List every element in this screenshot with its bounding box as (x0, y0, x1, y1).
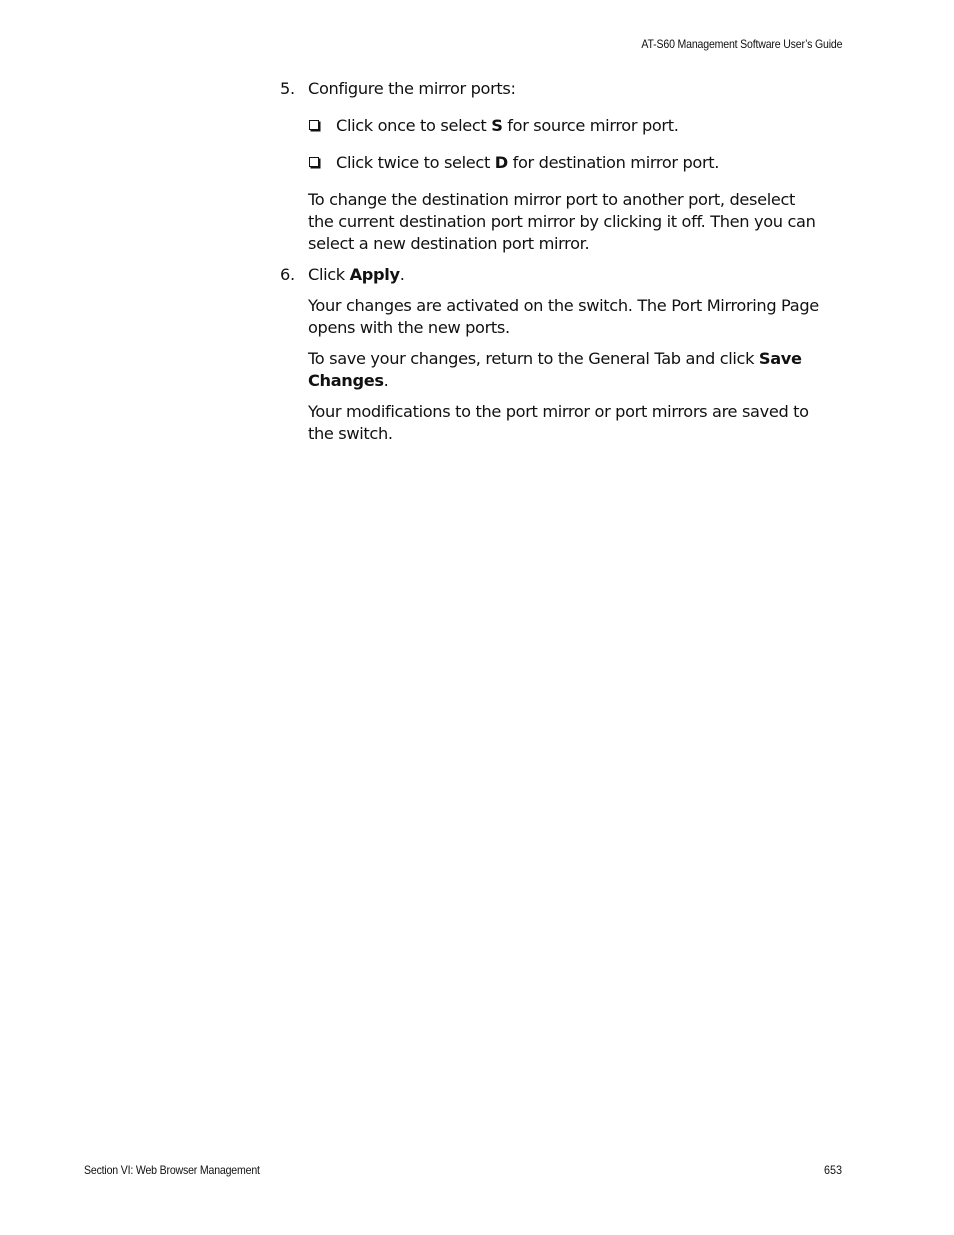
step-text (308, 264, 820, 286)
step-text-suffix: . (399, 265, 405, 284)
save-instruction-suffix: . (383, 371, 389, 390)
save-instruction-prefix: To save your changes, return to the General Tab and click (308, 349, 759, 368)
bullet-item-source (308, 115, 820, 137)
result-paragraph: Your changes are activated on the switch. The Port Mirroring Page opens with the new ports. (308, 296, 819, 337)
footer-section-title: Section VI: Web Browser Management (84, 1163, 260, 1177)
checkbox-icon (309, 157, 319, 167)
step-text: Configure the mirror ports: (308, 79, 516, 98)
step-5 (280, 78, 820, 255)
step-note: To change the destination mirror port to another port, deselect the current destination port mirror by clicking it off. Then you can select a new destination port mirror. (308, 190, 816, 253)
step-text-prefix: Click (308, 265, 350, 284)
bullet-text-suffix: for source mirror port. (502, 116, 679, 135)
bullet-text-bold: D (494, 153, 508, 172)
step-number: 6. (280, 265, 295, 284)
bullet-text-suffix: for destination mirror port. (507, 153, 720, 172)
document-body (280, 78, 820, 454)
save-instruction-bold: Save Changes (308, 349, 802, 390)
step-text-bold: Apply (349, 265, 400, 284)
bullet-text-prefix: Click twice to select (336, 153, 495, 172)
save-result-paragraph: Your modifications to the port mirror or port mirrors are saved to the switch. (308, 402, 809, 443)
bullet-text-prefix: Click once to select (336, 116, 492, 135)
bullet-text-bold: S (491, 116, 503, 135)
checkbox-icon (309, 120, 319, 130)
running-header: AT-S60 Management Software User’s Guide (641, 37, 842, 51)
step-6 (280, 264, 820, 445)
save-instruction (308, 348, 820, 392)
bullet-item-destination (308, 152, 820, 174)
footer-page-number: 653 (823, 1163, 842, 1177)
step-number: 5. (280, 79, 295, 98)
